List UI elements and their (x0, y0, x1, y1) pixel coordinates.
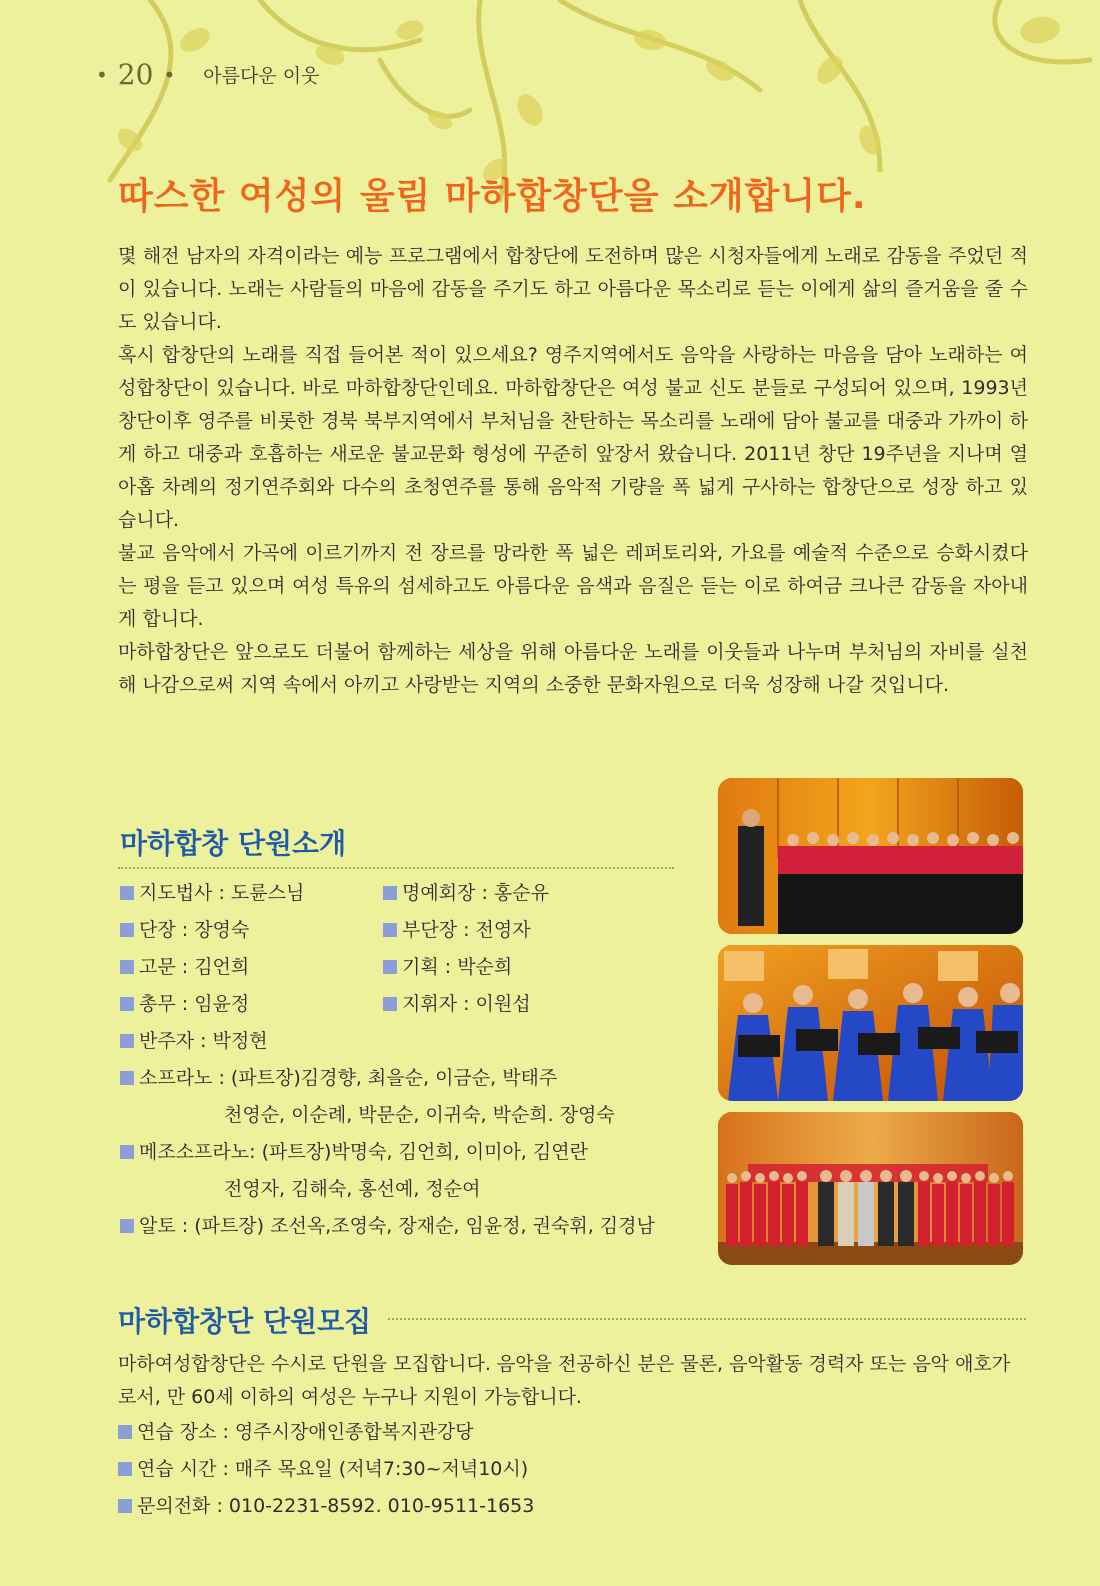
square-bullet-icon (120, 1034, 134, 1048)
bullet-dot: • (163, 62, 176, 87)
choir-photo-2 (718, 945, 1023, 1101)
member-row (120, 912, 720, 949)
square-bullet-icon (383, 923, 397, 937)
page-number: 20 (117, 58, 154, 91)
members-list (120, 875, 720, 1245)
member-item (120, 882, 304, 904)
member-item (383, 949, 512, 986)
member-text: 메조소프라노: (파트장)박명숙, 김언희, 이미아, 김연란 (139, 1141, 588, 1163)
member-item (120, 919, 249, 941)
member-row (120, 1023, 720, 1060)
recruit-item (118, 1488, 1018, 1525)
recruit-item (118, 1414, 1018, 1451)
intro-text (118, 240, 1028, 702)
intro-paragraph: 혹시 합창단의 노래를 직접 들어본 적이 있으세요? 영주지역에서도 음악을 사랑하는 마음을 담아 노래하는 여성합창단이 있습니다. 바로 마하합창단인데요. 마하합창단은 여성 불교 신도 분들로 구성되어 있으며, 1993년 창단이후 영주를 비롯한 경북 북부지역에서 부처님을 찬탄하는 목소리를 노래에 담아 불교를 대중과 가까이 하게 하고 대중과 호흡하는 새로운 불교문화 형성에 꾸준히 앞장서 왔습니다. 2011년 창단 19주년을 지나며 열아홉 차례의 정기연주회와 다수의 초청연주를 통해 음악적 기량을 폭 넓게 구사하는 합창단으로 성장 하고 있습니다. (118, 344, 1028, 531)
square-bullet-icon (383, 960, 397, 974)
intro-paragraph: 불교 음악에서 가곡에 이르기까지 전 장르를 망라한 폭 넓은 레퍼토리와, 가요를 예술적 수준으로 승화시켰다는 평을 듣고 있으며 여성 특유의 섬세하고도 아름다운 음색과 음질은 듣는 이로 하여금 크나큰 감동을 자아내게 합니다. (118, 542, 1028, 630)
bullet-dot: • (96, 62, 108, 87)
recruit-item (118, 1451, 1018, 1488)
member-row (120, 1060, 720, 1097)
member-item (383, 875, 549, 912)
member-row-continued: 천영순, 이순례, 박문순, 이귀숙, 박순희. 장영숙 (224, 1104, 615, 1126)
member-text: 지휘자 : 이원섭 (402, 993, 531, 1015)
member-row (120, 949, 720, 986)
member-item (383, 912, 531, 949)
square-bullet-icon (120, 1145, 134, 1159)
member-row (120, 1134, 720, 1171)
member-text: 고문 : 김언희 (139, 956, 250, 978)
square-bullet-icon (383, 997, 397, 1011)
member-text: 알토 : (파트장) 조선옥,조영숙, 장재순, 임윤정, 권숙휘, 김경남 (139, 1215, 655, 1237)
recruit-heading: 마하합창단 단원모집 (118, 1305, 372, 1338)
member-text: 지도법사 : 도륜스님 (139, 882, 305, 904)
choir-photo-1 (718, 778, 1023, 934)
square-bullet-icon (120, 960, 134, 974)
choir-photo-3 (718, 1112, 1023, 1265)
square-bullet-icon (118, 1462, 132, 1476)
dotted-divider (388, 1318, 1026, 1320)
square-bullet-icon (120, 1219, 134, 1233)
recruit-description: 마하여성합창단은 수시로 단원을 모집합니다. 음악을 전공하신 분은 물론, 음악활동 경력자 또는 음악 애호가로서, 만 60세 이하의 여성은 누구나 지원이 가능합니다. (118, 1353, 1011, 1408)
member-text: 명예회장 : 홍순유 (402, 882, 549, 904)
member-text: 기획 : 박순희 (402, 956, 513, 978)
members-heading: 마하합창 단원소개 (120, 827, 347, 860)
intro-paragraph: 몇 해전 남자의 자격이라는 예능 프로그램에서 합창단에 도전하며 많은 시청자들에게 노래로 감동을 주었던 적이 있습니다. 노래는 사람들의 마음에 감동을 주기도 하고 아름다운 목소리로 듣는 이에게 삶의 즐거움을 줄 수도 있습니다. (118, 245, 1028, 333)
contact-phone: 문의전화 : 010-2231-8592. 010-9511-1653 (137, 1495, 535, 1517)
page-header (96, 58, 319, 91)
member-text: 소프라노 : (파트장)김경향, 최을순, 이금순, 박태주 (139, 1067, 558, 1089)
practice-time: 연습 시간 : 매주 목요일 (저녁7:30~저녁10시) (137, 1458, 529, 1480)
member-text: 총무 : 임윤정 (139, 993, 250, 1015)
intro-paragraph: 마하합창단은 앞으로도 더불어 함께하는 세상을 위해 아름다운 노래를 이웃들과 나누며 부처님의 자비를 실천해 나감으로써 지역 속에서 아끼고 사랑받는 지역의 소중한 문화자원으로 더욱 성장해 나갈 것입니다. (118, 641, 1028, 696)
square-bullet-icon (118, 1499, 132, 1513)
recruit-section (118, 1348, 1018, 1525)
member-row (120, 1208, 720, 1245)
member-text: 단장 : 장영숙 (139, 919, 250, 941)
member-row-continued: 전영자, 김해숙, 홍선예, 정순여 (224, 1178, 481, 1200)
dotted-divider (118, 867, 674, 869)
practice-place: 연습 장소 : 영주시장애인종합복지관강당 (137, 1421, 474, 1443)
square-bullet-icon (120, 923, 134, 937)
square-bullet-icon (120, 886, 134, 900)
member-item (120, 993, 249, 1015)
member-item (120, 956, 249, 978)
square-bullet-icon (120, 1071, 134, 1085)
page-title: 따스한 여성의 울림 마하합창단을 소개합니다. (118, 176, 867, 217)
square-bullet-icon (383, 886, 397, 900)
square-bullet-icon (120, 997, 134, 1011)
member-text: 부단장 : 전영자 (402, 919, 531, 941)
member-text: 반주자 : 박정현 (139, 1030, 268, 1052)
member-item (383, 986, 531, 1023)
member-row (120, 986, 720, 1023)
section-label: 아름다운 이웃 (203, 65, 320, 87)
member-row (120, 875, 720, 912)
square-bullet-icon (118, 1425, 132, 1439)
